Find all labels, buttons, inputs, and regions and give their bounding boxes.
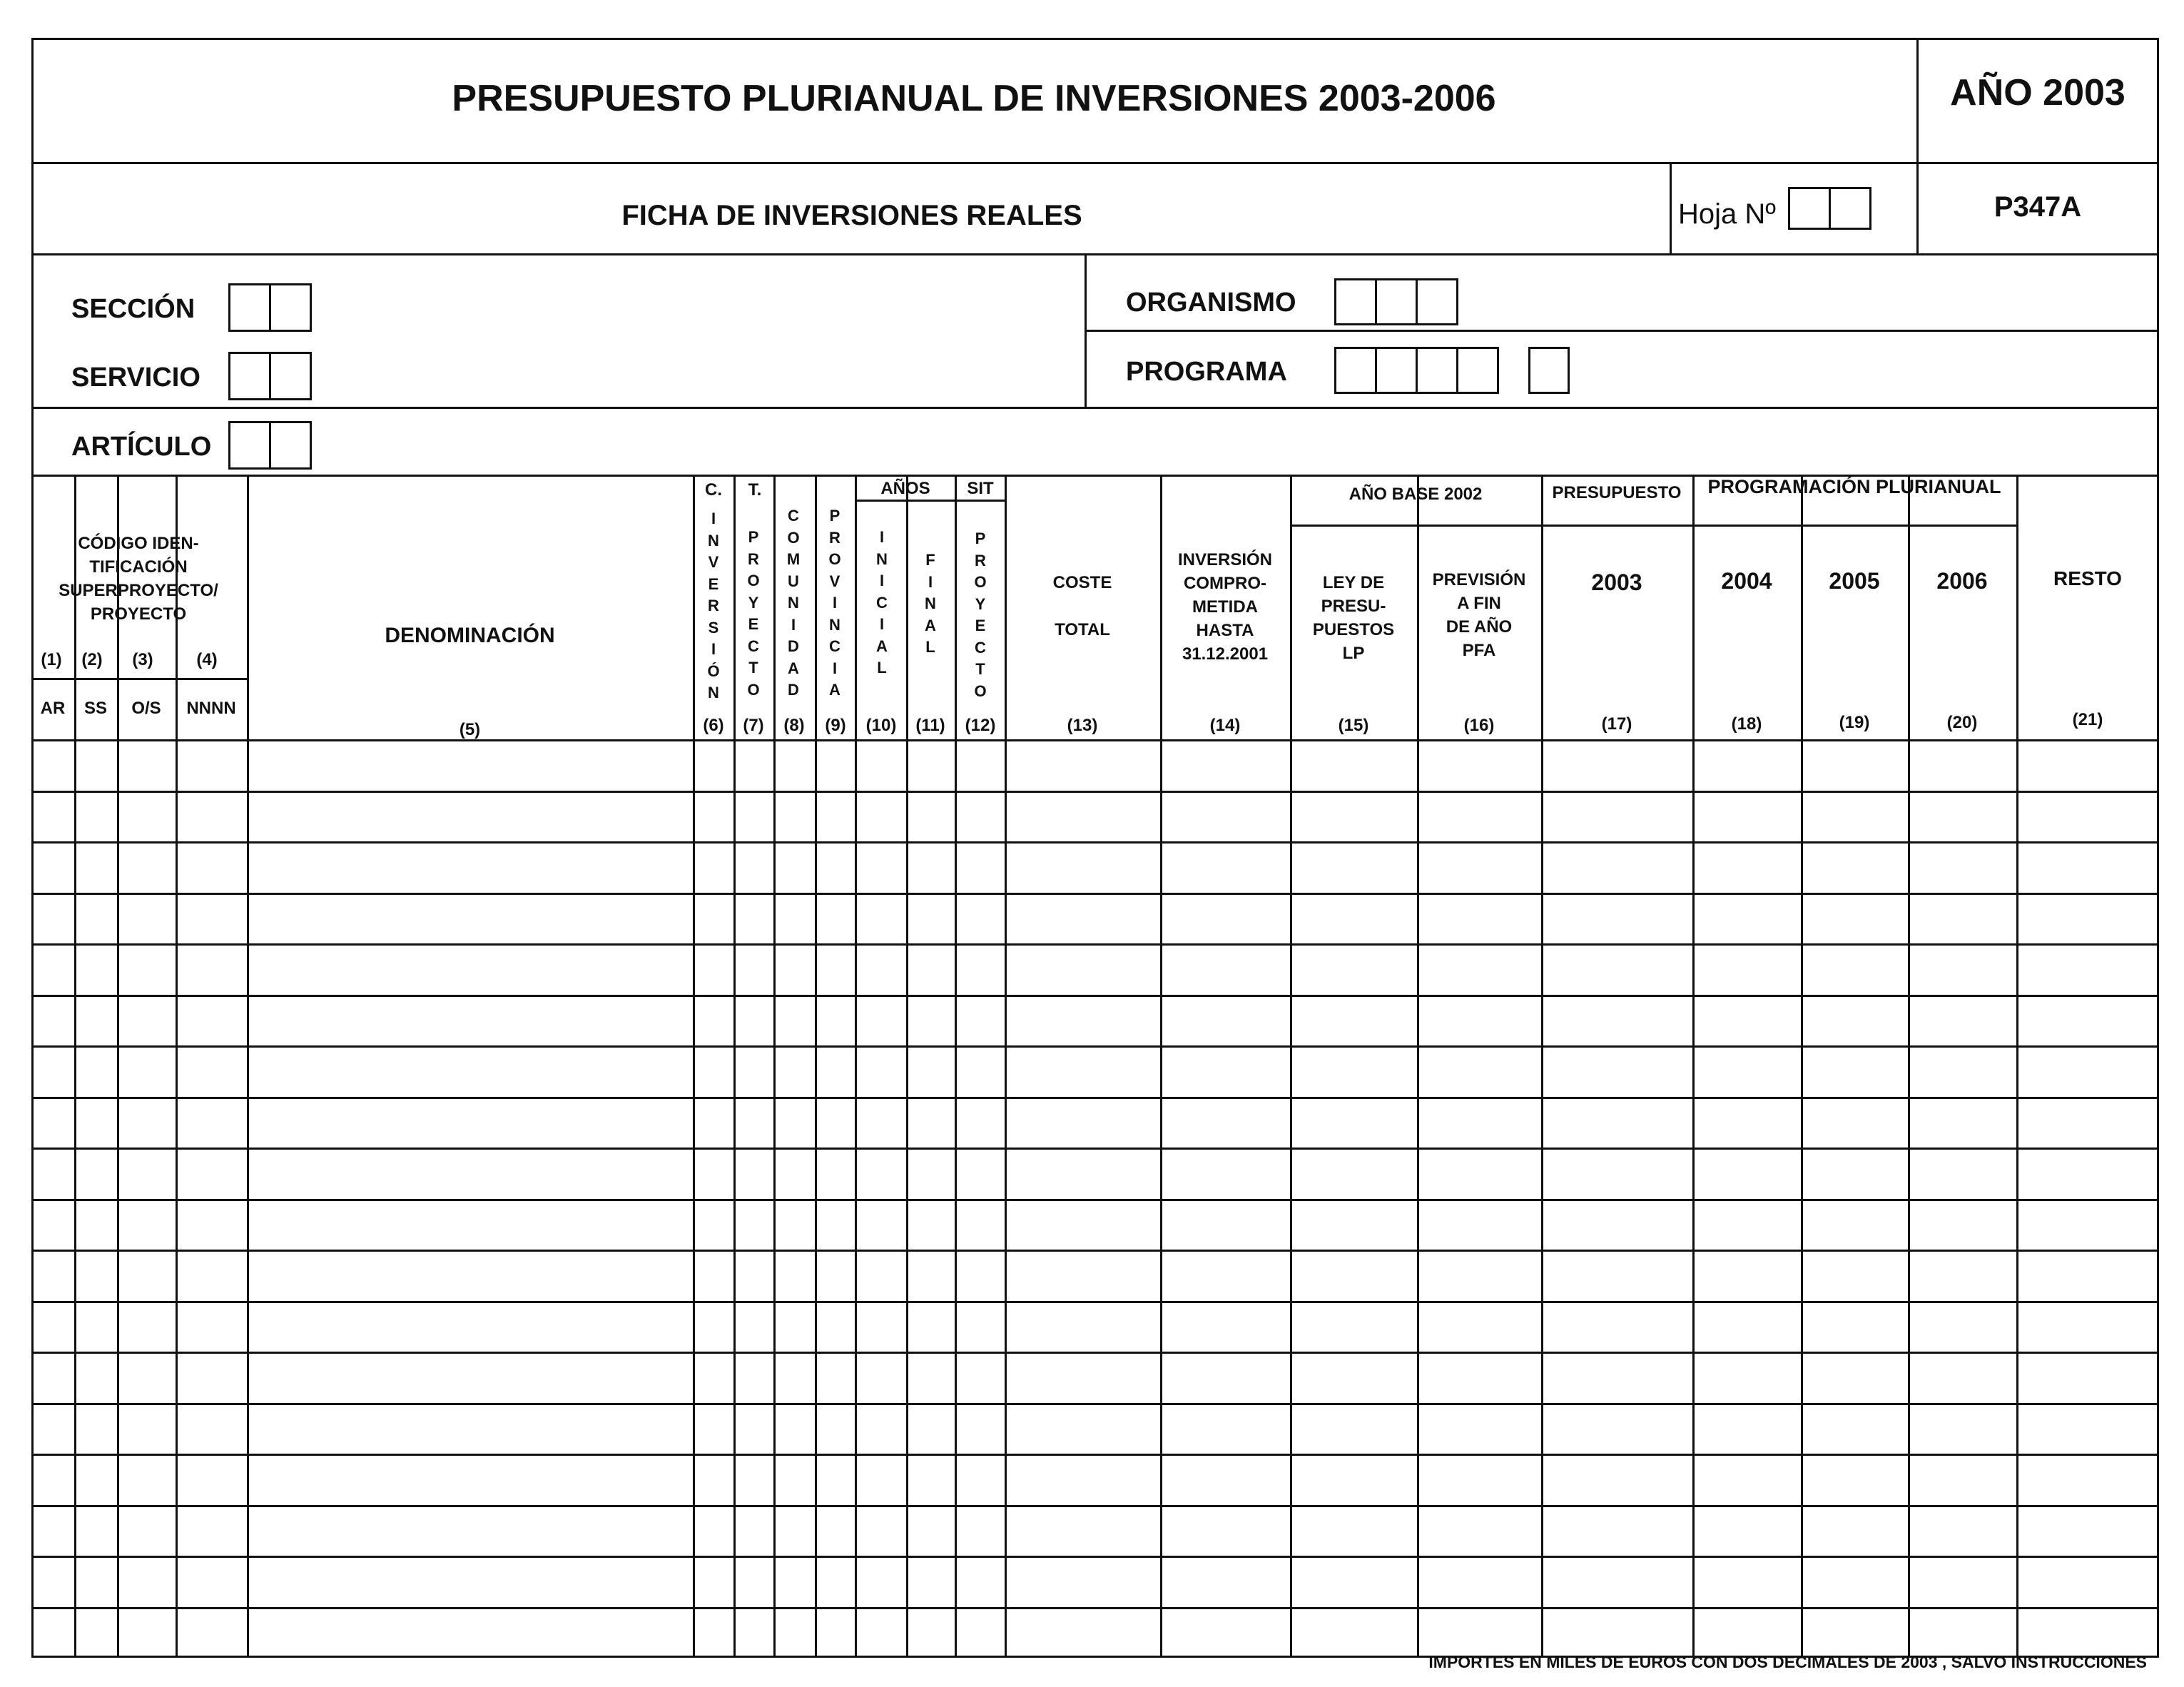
column-divider <box>1908 475 1910 1658</box>
col-programacion-plurianual: PROGRAMACIÓN PLURIANUAL <box>1707 476 2001 497</box>
column-divider <box>693 475 695 1658</box>
sheet-number-digit-2[interactable] <box>1829 187 1871 230</box>
col-year-2005: 2005 <box>1829 568 1880 594</box>
col-presupuesto: PRESUPUESTO <box>1552 483 1682 502</box>
column-divider <box>1801 475 1803 1658</box>
organismo-digit-1[interactable] <box>1334 278 1377 325</box>
col-c-short: C. <box>705 480 722 500</box>
col-ano-base: AÑO BASE 2002 <box>1349 485 1483 504</box>
programa-digit-2[interactable] <box>1375 347 1418 394</box>
table-row-rule <box>31 1301 2159 1303</box>
column-divider <box>1692 475 1695 1658</box>
col-num-2: (2) <box>81 650 103 669</box>
table-row-rule <box>31 1454 2159 1456</box>
sheet-number-label: Hoja Nº <box>1678 198 1776 230</box>
table-row-rule <box>31 1148 2159 1150</box>
col-inversion-comprometida: INVERSIÓN COMPRO- METIDA HASTA 31.12.2001 <box>1177 550 1273 664</box>
sheet-number-digit-1[interactable] <box>1788 187 1831 230</box>
col-num-9: (9) <box>825 716 846 735</box>
table-row-rule <box>31 995 2159 997</box>
column-divider <box>247 475 249 1658</box>
header-rule <box>1290 525 2016 527</box>
col-num-3: (3) <box>132 650 153 669</box>
column-divider <box>733 475 736 1658</box>
servicio-digit-1[interactable] <box>228 352 271 400</box>
seccion-label: SECCIÓN <box>71 294 195 324</box>
col-num-12: (12) <box>965 716 996 735</box>
col-num-16: (16) <box>1463 716 1495 735</box>
column-divider <box>855 475 857 1658</box>
col-ss: SS <box>83 699 107 718</box>
col-num-7: (7) <box>743 716 764 735</box>
col-year-2006: 2006 <box>1936 568 1988 594</box>
codigo-header: CÓDIGO IDEN- TIFICACIÓN SUPERPROYECTO/ PROYECTO <box>59 534 218 624</box>
table-row-rule <box>31 1199 2159 1201</box>
col-num-20: (20) <box>1946 713 1978 732</box>
table-row-rule <box>31 943 2159 946</box>
servicio-label: SERVICIO <box>71 363 200 392</box>
col-ar: AR <box>40 699 66 718</box>
seccion-digit-2[interactable] <box>269 283 312 332</box>
table-row-rule <box>31 1403 2159 1405</box>
column-divider <box>1541 475 1543 1658</box>
column-divider <box>117 475 119 1658</box>
col-t-short: T. <box>748 480 762 500</box>
seccion-digit-1[interactable] <box>228 283 271 332</box>
column-divider <box>2016 475 2018 1658</box>
column-divider <box>955 475 957 1658</box>
footnote: IMPORTES EN MILES DE EUROS CON DOS DECIMALES DE 2003 , SALVO INSTRUCCIONES <box>1428 1653 2147 1671</box>
col-num-5: (5) <box>459 720 481 739</box>
col-comunidad-vertical: C O M U N I D A D <box>786 507 801 699</box>
divider <box>31 253 2159 255</box>
form-frame <box>31 38 2159 1658</box>
divider <box>1670 162 1672 255</box>
divider <box>31 407 2159 409</box>
col-year-2003: 2003 <box>1591 569 1642 595</box>
col-os: O/S <box>131 699 161 718</box>
col-num-17: (17) <box>1601 714 1632 734</box>
programa-digit-5[interactable] <box>1528 347 1570 394</box>
divider <box>1085 330 2159 332</box>
col-sitproyecto-vertical: P R O Y E C T O <box>974 530 987 700</box>
header-rule <box>31 678 247 680</box>
table-row-rule <box>31 1352 2159 1354</box>
column-divider <box>815 475 817 1658</box>
table-row-rule <box>31 1505 2159 1507</box>
col-num-15: (15) <box>1338 716 1369 735</box>
programa-digit-3[interactable] <box>1416 347 1458 394</box>
programa-label: PROGRAMA <box>1126 357 1287 387</box>
table-row-rule <box>31 1045 2159 1048</box>
col-num-4: (4) <box>196 650 218 669</box>
organismo-digit-3[interactable] <box>1416 278 1458 325</box>
col-anos: AÑOS <box>880 479 930 498</box>
col-provincia-vertical: P R O V I N C I A <box>828 507 841 699</box>
organismo-label: ORGANISMO <box>1126 288 1296 318</box>
col-num-14: (14) <box>1209 716 1241 735</box>
table-row-rule <box>31 1607 2159 1609</box>
column-divider <box>176 475 178 1658</box>
table-row-rule <box>31 1250 2159 1252</box>
col-sit: SIT <box>967 479 994 498</box>
organismo-digit-2[interactable] <box>1375 278 1418 325</box>
col-prevision: PREVISIÓN A FIN DE AÑO PFA <box>1432 570 1526 660</box>
col-nnnn: NNNN <box>186 699 236 718</box>
col-num-1: (1) <box>41 650 62 669</box>
column-divider <box>773 475 776 1658</box>
col-num-10: (10) <box>865 716 897 735</box>
programa-digit-4[interactable] <box>1456 347 1499 394</box>
programa-digit-1[interactable] <box>1334 347 1377 394</box>
col-num-19: (19) <box>1839 713 1870 732</box>
table-row-rule <box>31 841 2159 844</box>
col-num-18: (18) <box>1731 714 1762 734</box>
table-row-rule <box>31 893 2159 895</box>
col-inversion-vertical: I N V E R S I Ó N <box>707 510 720 701</box>
form-code: P347A <box>1993 191 2082 223</box>
articulo-digit-1[interactable] <box>228 421 271 470</box>
col-num-13: (13) <box>1067 716 1098 735</box>
col-ley-presupuestos: LEY DE PRESU- PUESTOS LP <box>1312 573 1395 663</box>
col-year-2004: 2004 <box>1721 568 1772 594</box>
articulo-label: ARTÍCULO <box>71 432 212 462</box>
col-num-11: (11) <box>915 716 945 735</box>
col-denominacion: DENOMINACIÓN <box>385 624 555 647</box>
col-num-21: (21) <box>2072 710 2103 729</box>
col-num-8: (8) <box>783 716 805 735</box>
divider <box>31 162 2159 164</box>
form-title: PRESUPUESTO PLURIANUAL DE INVERSIONES 2003-2006 <box>452 78 1496 119</box>
table-row-rule <box>31 1097 2159 1099</box>
table-row-rule <box>31 1556 2159 1558</box>
col-final-vertical: F I N A L <box>925 551 936 656</box>
table-row-rule <box>31 791 2159 793</box>
articulo-digit-2[interactable] <box>269 421 312 470</box>
form-subtitle: FICHA DE INVERSIONES REALES <box>621 200 1082 231</box>
col-num-6: (6) <box>703 716 724 735</box>
col-inicial-vertical: I N I C I A L <box>876 528 888 677</box>
year-label: AÑO 2003 <box>1950 72 2125 113</box>
col-tproyecto-vertical: P R O Y E C T O <box>747 528 760 699</box>
column-divider <box>906 475 908 1658</box>
col-resto: RESTO <box>2053 567 2122 589</box>
col-coste-total: COSTE TOTAL <box>1052 573 1112 639</box>
servicio-digit-2[interactable] <box>269 352 312 400</box>
column-divider <box>1005 475 1007 1658</box>
